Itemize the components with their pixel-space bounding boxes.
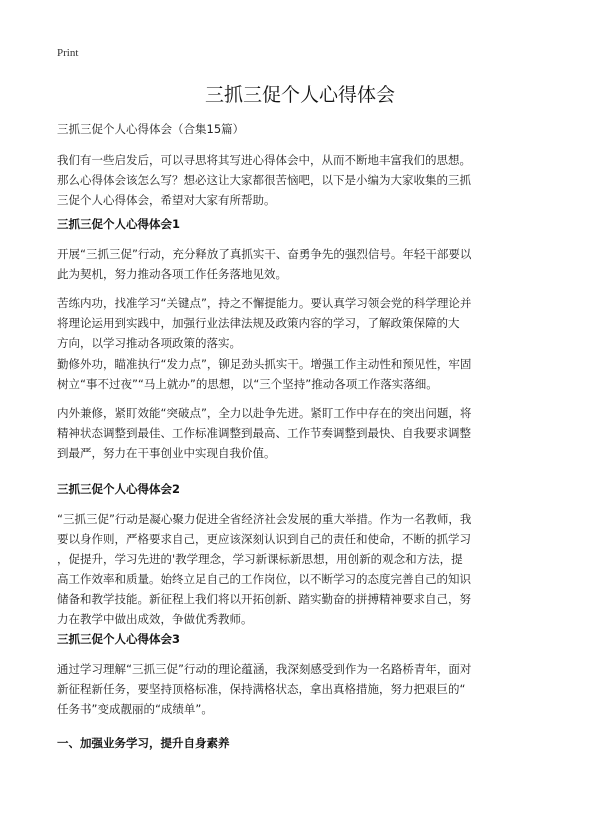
- text-line: 储备和教学技能。新征程上我们将以开拓创新、踏实勤奋的拼搏精神要求自己，努: [57, 592, 471, 606]
- text-line: 要以身作则，严格要求自己，更应该深刻认识到自己的责任和使命，不断的抓学习: [57, 532, 471, 546]
- text-line: 将理论运用到实践中，加强行业法律法规及政策内容的学习，了解政策保障的大: [57, 316, 460, 330]
- text-line: 到最严，努力在干事创业中实现自我价值。: [57, 446, 276, 460]
- paragraph: [57, 509, 553, 629]
- text-line: 任务书”变成靓丽的“成绩单”。: [57, 702, 213, 716]
- text-line: 内外兼修，紧盯效能“突破点”，全力以赴争先进。紧盯工作中存在的突出问题，将: [57, 406, 472, 420]
- document-subtitle: 三抓三促个人心得体会（合集15篇）: [57, 122, 245, 136]
- section-heading-2: 三抓三促个人心得体会2: [57, 482, 181, 496]
- text-line: 此为契机，努力推动各项工作任务落地见效。: [57, 267, 287, 281]
- subsection-heading: 一、加强业务学习，提升自身素养: [57, 736, 230, 750]
- text-line: “三抓三促”行动是凝心聚力促进全省经济社会发展的重大举措。作为一名教师，我: [57, 512, 472, 526]
- section-heading-3: 三抓三促个人心得体会3: [57, 632, 181, 646]
- text-line: 高工作效率和质量。始终立足自己的工作岗位，以不断学习的态度完善自己的知识: [57, 572, 471, 586]
- text-line: 我们有一些启发后，可以寻思将其写进心得体会中，从而不断地丰富我们的思想。: [57, 153, 471, 167]
- section-heading-1: 三抓三促个人心得体会1: [57, 217, 181, 231]
- paragraph: [57, 659, 553, 719]
- text-line: 力在教学中做出成效，争做优秀教师。: [57, 612, 253, 626]
- text-line: 树立“事不过夜”“马上就办”的思想，以“三个坚持”推动各项工作落实落细。: [57, 377, 438, 391]
- text-line: 三促个人心得体会，希望对大家有所帮助。: [57, 193, 276, 207]
- print-label[interactable]: Print: [57, 47, 79, 59]
- document-title: 三抓三促个人心得体会: [204, 84, 395, 106]
- text-line: 精神状态调整到最佳、工作标准调整到最高、工作节奏调整到最快、自我要求调整: [57, 426, 471, 440]
- text-line: 开展“三抓三促”行动，充分释放了真抓实干、奋勇争先的强烈信号。年轻干部要以: [57, 247, 472, 261]
- text-line: 那么心得体会该怎么写？想必这让大家都很苦恼吧，以下是小编为大家收集的三抓: [57, 173, 471, 187]
- paragraph: [57, 354, 553, 394]
- intro-paragraph: [57, 150, 553, 210]
- paragraph: [57, 403, 553, 463]
- text-line: 勤修外功，瞄准执行“发力点”，铆足劲头抓实干。增强工作主动性和预见性，牢固: [57, 357, 472, 371]
- paragraph: [57, 244, 553, 284]
- text-line: 通过学习理解“三抓三促”行动的理论蕴涵，我深刻感受到作为一名路桥青年，面对: [57, 662, 472, 676]
- text-line: 方向，以学习推动各项政策的落实。: [57, 336, 241, 350]
- text-line: 苦练内功，找准学习“关键点”，持之不懈提能力。要认真学习领会党的科学理论并: [57, 296, 472, 310]
- paragraph: [57, 293, 553, 353]
- text-line: 新征程新任务，要坚持顶格标准，保持满格状态，拿出真格措施，努力把艰巨的“: [57, 682, 466, 696]
- text-line: ，促提升，学习先进的'教学理念，学习新课标新思想，用创新的观念和方法，提: [57, 552, 463, 566]
